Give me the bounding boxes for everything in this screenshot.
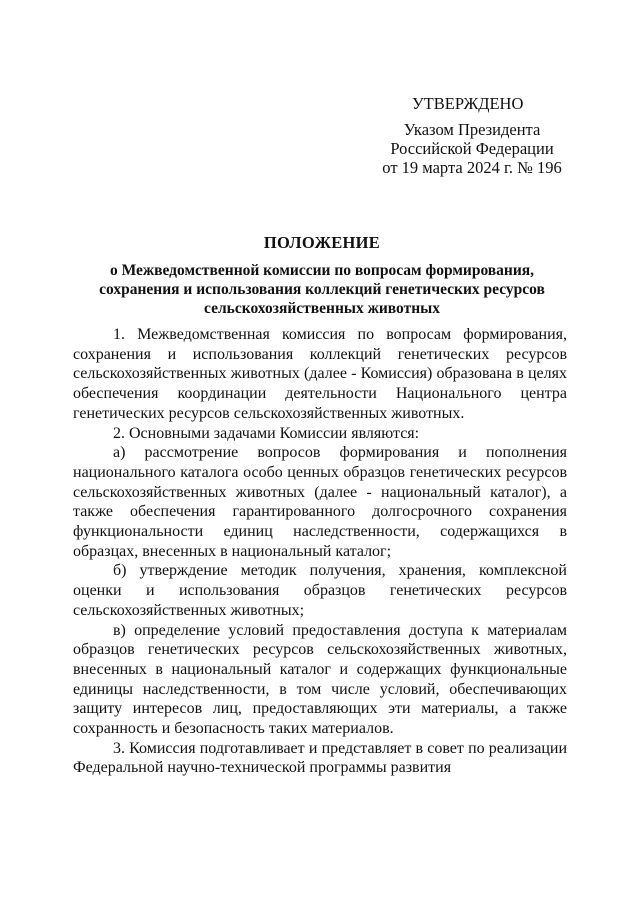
approval-block: [372, 94, 572, 177]
document-body: [73, 325, 567, 778]
document-title: ПОЛОЖЕНИЕ: [263, 233, 381, 252]
paragraph: 1. Межведомственная комиссия по вопросам формирования, сохранения и использования коллекций генетических ресурсов сельскохозяйственных животных (далее - Комиссия) образована в целях обеспечения координации деятельности Национального центра генетических ресурсов сельскохозяйственных животных.: [73, 326, 567, 422]
document-subtitle: о Межведомственной комиссии по вопросам формирования, сохранения и использования коллекций генетических ресурсов сельскохозяйственных животных: [99, 262, 545, 317]
approval-line: от 19 марта 2024 г. № 196: [382, 158, 562, 177]
approval-line: Указом Президента: [403, 120, 541, 139]
paragraph: б) утверждение методик получения, хранения, комплексной оценки и использования образцов генетических ресурсов сельскохозяйственных животных;: [73, 562, 567, 619]
paragraph: в) определение условий предоставления доступа к материалам образцов генетических ресурсов сельскохозяйственных животных, внесенных в национальный каталог и содержащих функциональные единицы наследственности, в том числе условий, обеспечивающих защиту интересов лиц, предоставляющих эти материалы, а также сохранность и безопасность таких материалов.: [73, 621, 567, 738]
paragraph: 2. Основными задачами Комиссии являются:: [113, 424, 420, 442]
approval-stamp: УТВЕРЖДЕНО: [412, 94, 524, 113]
paragraph: а) рассмотрение вопросов формирования и пополнения национального каталога особо ценных образцов генетических ресурсов сельскохозяйственных животных (далее - национальный каталог), а также обеспечения гарантированного долгосрочного сохранения функциональности единиц наследственности, содержащихся в образцах, внесенных в национальный каталог;: [73, 444, 567, 560]
approval-line: Российской Федерации: [390, 139, 554, 158]
paragraph: 3. Комиссия подготавливает и представляет в совет по реализации Федеральной научно-технической программы развития: [73, 739, 567, 777]
